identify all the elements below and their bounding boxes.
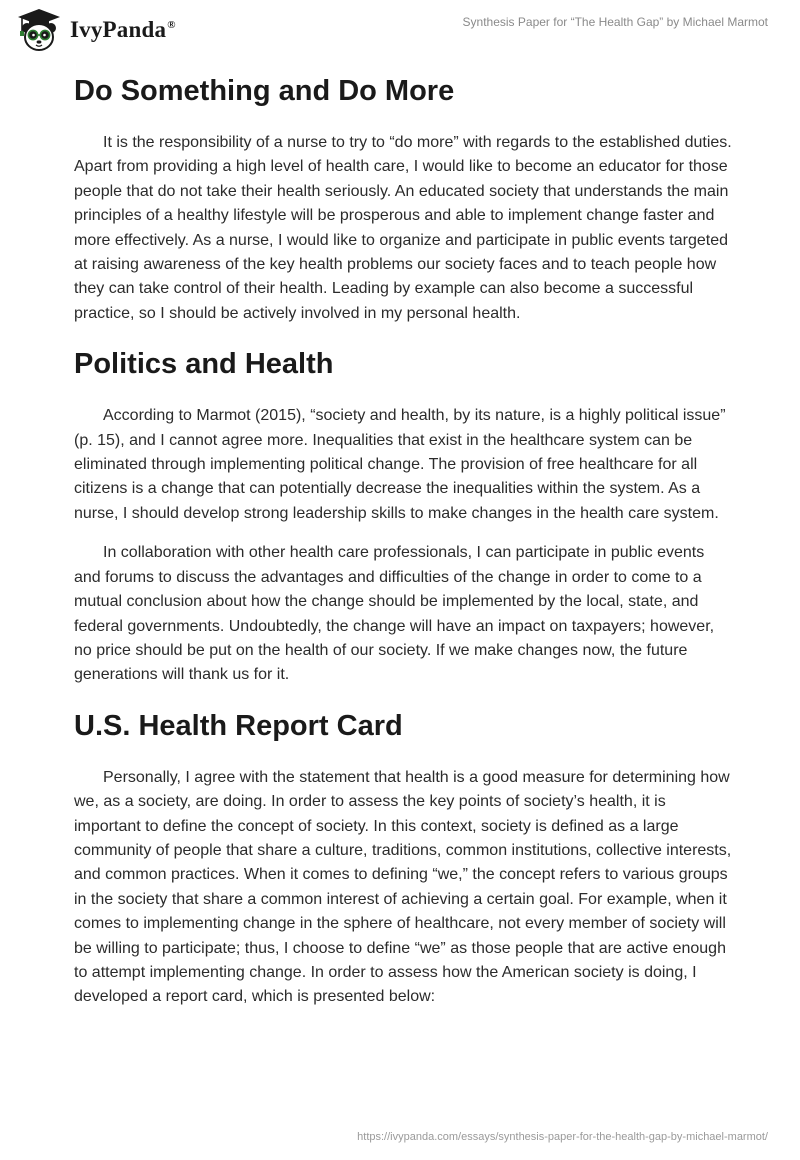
page-header [0, 0, 800, 60]
source-url[interactable]: https://ivypanda.com/essays/synthesis-paper-for-the-health-gap-by-michael-marmot/ [357, 1131, 768, 1143]
ivypanda-logo[interactable] [14, 8, 176, 52]
essay-content [74, 72, 734, 1010]
section-heading-politics-health: Politics and Health [74, 348, 334, 381]
logo-text: IvyPanda® [70, 17, 176, 42]
section-heading-report-card: U.S. Health Report Card [74, 709, 403, 742]
section-heading-do-something: Do Something and Do More [74, 75, 455, 107]
paragraph-politics-2: In collaboration with other health care professionals, I can participate in public events and forums to discuss the advantages and difficulties of the change in order to come to a mutual conclusion about how the change should be implemented by the local, state, and federal governments. Undoubtedly, the change will have an impact on taxpayers; however, no price should be put on the health of our society. If we make changes now, the future generations will thank us for it. [74, 544, 715, 684]
panda-graduate-icon [14, 8, 64, 52]
paragraph-politics-1: According to Marmot (2015), “society and health, by its nature, is a highly political issue” (p. 15), and I cannot agree more. Inequalities that exist in the healthcare system can be eliminated through implementing political change. The provision of free healthcare for all citizens is a change that can potentially decrease the inequalities within the system. As a nurse, I should develop strong leadership skills to make changes in the health care system. [74, 407, 726, 522]
paragraph-do-something: It is the responsibility of a nurse to try to “do more” with regards to the established duties. Apart from providing a high level of health care, I would like to become an educator for those people that do not take their health seriously. An educated society that understands the main principles of a healthy lifestyle will be prosperous and able to implement change faster and more effectively. As a nurse, I would like to organize and participate in public events targeted at raising awareness of the key health problems our society faces and to teach people how they can take control of their health. Leading by example can also become a successful practice, so I should be actively involved in my personal health. [74, 134, 732, 322]
registered-mark: ® [167, 19, 176, 32]
paragraph-report-card: Personally, I agree with the statement that health is a good measure for determining how we, as a society, are doing. In order to assess the key points of society’s health, it is important to define the concept of society. In this context, society is defined as a large community of people that share a culture, traditions, common institutions, collective interests, and common practices. When it comes to defining “we,” the concept refers to various groups in the society that share a common interest of achieving a certain goal. For example, when it comes to implementing change in the sphere of healthcare, not every member of society will be willing to participate; thus, I choose to define “we” as those people that are active enough to attempt implementing change. In order to assess how the American society is doing, I developed a report card, which is presented below: [74, 768, 732, 1006]
document-title: Synthesis Paper for “The Health Gap” by Michael Marmot [462, 15, 768, 29]
